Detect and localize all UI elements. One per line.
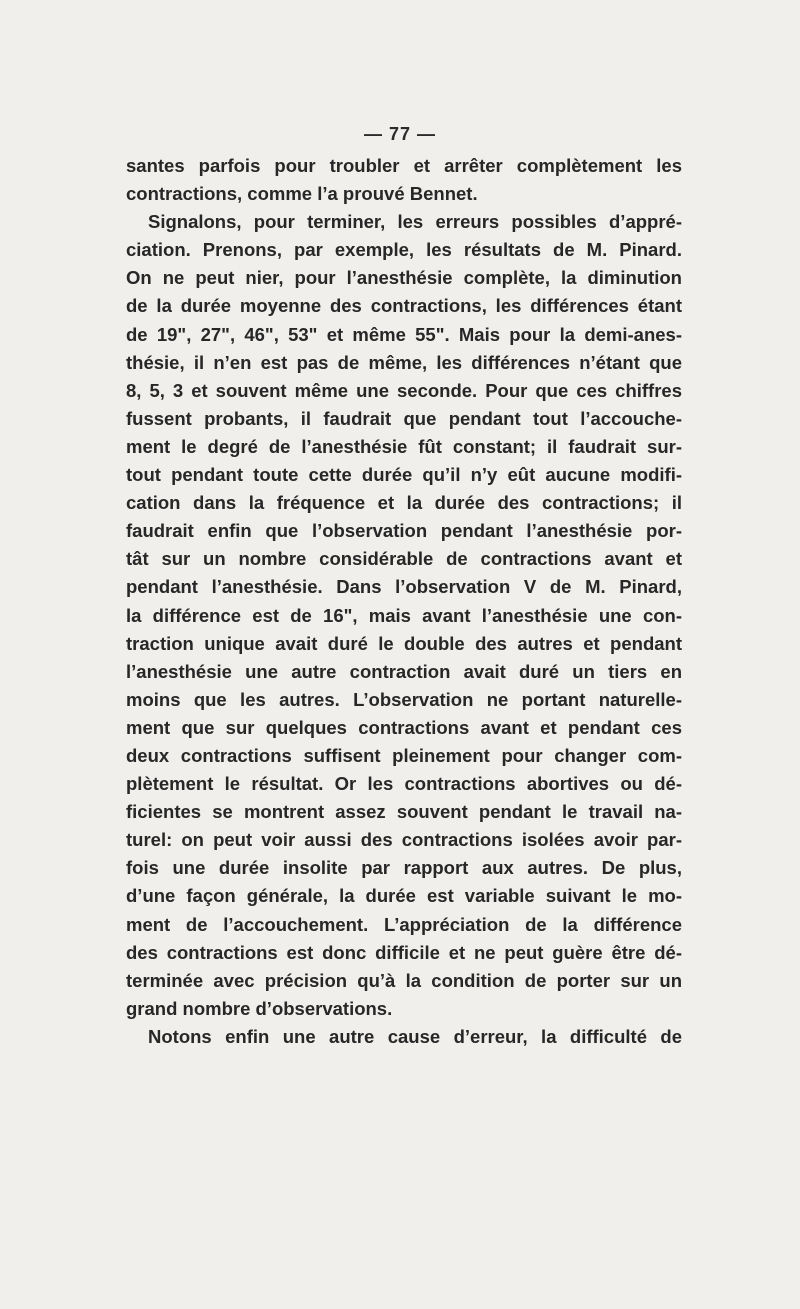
text-line: ment de l’accouchement. L’appréciation de la différence xyxy=(126,913,682,935)
text-line: santes parfois pour troubler et arrêter complètement les xyxy=(126,155,682,176)
text-line: tât sur un nombre considérable de contractions avant et xyxy=(126,548,682,570)
text-line: plètement le résultat. Or les contractions abortives ou dé- xyxy=(126,773,682,795)
paragraph-start-line: Notons enfin une autre cause d’erreur, la difficulté de xyxy=(148,1025,682,1047)
text-line: contractions, comme l’a prouvé Bennet. xyxy=(126,183,478,205)
text-line: fois une durée insolite par rapport aux autres. De plus, xyxy=(126,857,682,879)
text-line: thésie, il n’en est pas de même, les différences n’étant que xyxy=(126,351,682,373)
text-line: ment que sur quelques contractions avant et pendant ces xyxy=(126,716,682,738)
text-line: fussent probants, il faudrait que pendant tout l’accouche- xyxy=(126,407,682,429)
text-line: des contractions est donc difficile et ne peut guère être dé- xyxy=(126,941,682,963)
text-line: ficientes se montrent assez souvent pendant le travail na- xyxy=(126,801,682,823)
text-line: terminée avec précision qu’à la condition de porter sur un xyxy=(126,969,682,991)
text-line: traction unique avait duré le double des autres et pendant xyxy=(126,632,682,654)
text-line: On ne peut nier, pour l’anesthésie complète, la diminution xyxy=(126,267,682,289)
text-line: pendant l’anesthésie. Dans l’observation V de M. Pinard, xyxy=(126,576,682,598)
text-line: faudrait enfin que l’observation pendant l’anesthésie por- xyxy=(126,520,682,542)
text-line: 8, 5, 3 et souvent même une seconde. Pour que ces chiffres xyxy=(126,379,682,401)
text-line: ment le degré de l’anesthésie fût constant; il faudrait sur- xyxy=(126,435,682,457)
paragraph-start-line: Signalons, pour terminer, les erreurs possibles d’appré- xyxy=(148,211,682,233)
text-line: moins que les autres. L’observation ne portant naturelle- xyxy=(126,688,682,710)
text-line: cation dans la fréquence et la durée des contractions; il xyxy=(126,492,682,514)
text-line: grand nombre d’observations. xyxy=(126,997,393,1019)
text-line: d’une façon générale, la durée est variable suivant le mo- xyxy=(126,885,682,907)
text-line: turel: on peut voir aussi des contractions isolées avoir par- xyxy=(126,829,682,851)
page-number: — 77 — xyxy=(363,124,437,144)
body-text xyxy=(126,152,682,1051)
text-line: de 19", 27", 46", 53" et même 55". Mais pour la demi-anes- xyxy=(126,323,682,345)
text-line: deux contractions suffisent pleinement pour changer com- xyxy=(126,744,682,766)
text-line: de la durée moyenne des contractions, les différences étant xyxy=(126,295,682,317)
text-line: l’anesthésie une autre contraction avait duré un tiers en xyxy=(126,660,682,682)
text-line: la différence est de 16", mais avant l’anesthésie une con- xyxy=(126,604,682,626)
text-line: ciation. Prenons, par exemple, les résultats de M. Pinard. xyxy=(126,239,682,261)
text-line: tout pendant toute cette durée qu’il n’y eût aucune modifi- xyxy=(126,464,682,486)
